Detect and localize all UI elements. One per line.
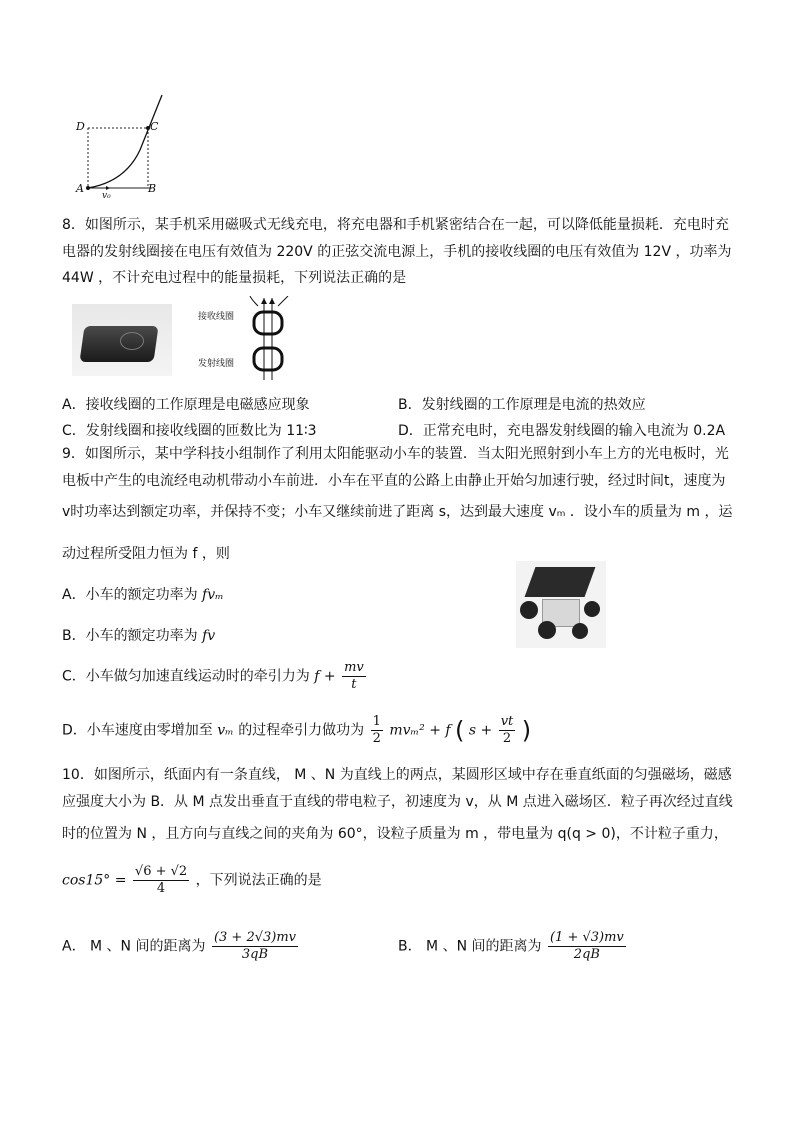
q9-option-a-math: fvₘ: [202, 587, 224, 603]
fraction-numerator: (1 + √3)mv: [549, 930, 624, 945]
q10-stem-line1: 10．如图所示，纸面内有一条直线， M 、N 为直线上的两点，某圆形区域中存在垂直纸面的匀强磁场，磁感: [62, 767, 732, 783]
q9-option-b[interactable]: [62, 625, 215, 647]
fraction-denominator: 2: [502, 731, 512, 746]
q8-option-d[interactable]: D．正常充电时，充电器发射线圈的输入电流为 0.2A: [398, 423, 726, 439]
q9-option-d-label: D．小车速度由零增加至: [62, 722, 213, 739]
q10-cos-post: ，下列说法正确的是: [195, 872, 322, 889]
q9-option-b-math: fv: [202, 628, 216, 644]
q8-option-b[interactable]: B．发射线圈的工作原理是电流的热效应: [398, 397, 646, 413]
fraction-numerator: mv: [344, 660, 364, 675]
fraction-denominator: 2qB: [573, 947, 600, 962]
point-label-a: A: [76, 182, 84, 195]
q10-option-b-fraction: [548, 930, 626, 963]
q9-option-d-mvm: mvₘ² + f: [389, 722, 451, 739]
q10-stem-line2: 应强度大小为 B．从 M 点发出垂直于直线的带电粒子，初速度为 v，从 M 点进入磁场区．粒子再次经过直线: [62, 794, 733, 810]
fraction-denominator: 3qB: [241, 947, 269, 962]
q10-option-a[interactable]: [62, 930, 300, 963]
q10-option-b-label: B． M 、N 间的距离为: [398, 938, 542, 955]
point-label-c: C: [150, 120, 159, 133]
q9-option-b-label: B．小车的额定功率为: [62, 628, 198, 644]
q10-cos-fraction: [133, 864, 189, 897]
fraction-denominator: t: [351, 677, 357, 692]
q8-stem-line3: 44W ，不计充电过程中的能量损耗，下列说法正确的是: [62, 270, 407, 286]
q9-option-c-label: C．小车做匀加速直线运动时的牵引力为: [62, 668, 310, 685]
coil-diagram: [244, 296, 300, 382]
q10-cos-line: [62, 864, 322, 897]
q9-option-d[interactable]: [62, 714, 531, 747]
velocity-graph-figure: [70, 90, 180, 200]
q10-option-b[interactable]: [398, 930, 628, 963]
q10-option-a-fraction: [212, 930, 298, 963]
q9-option-c[interactable]: [62, 660, 368, 693]
q9-stem-line1: 9．如图所示，某中学科技小组制作了利用太阳能驱动小车的装置．当太阳光照射到小车上方的光电板时，光: [62, 446, 729, 462]
open-paren: (: [455, 716, 465, 745]
fraction-numerator: 1: [372, 714, 381, 729]
wireless-charger-photo: [72, 304, 172, 376]
q9-option-d-vt-fraction: [499, 714, 516, 747]
q10-option-a-label: A． M 、N 间的距离为: [62, 938, 206, 955]
solar-car-photo: [516, 561, 606, 648]
q10-cos-pre: cos15° =: [62, 872, 127, 889]
fraction-numerator: √6 + √2: [134, 864, 188, 879]
q8-option-c[interactable]: C．发射线圈和接收线圈的匝数比为 11∶3: [62, 423, 317, 439]
q8-stem-line1: 8．如图所示，某手机采用磁吸式无线充电，将充电器和手机紧密结合在一起，可以降低能量损耗．充电时充: [62, 217, 729, 233]
fraction-numerator: vt: [500, 714, 514, 729]
q9-option-a-label: A．小车的额定功率为: [62, 587, 198, 603]
close-paren: ): [521, 716, 532, 745]
q9-stem-line2: 电板中产生的电流经电动机带动小车前进．小车在平直的公路上由静止开始匀加速行驶，经过时间t，速度为: [62, 473, 726, 489]
q8-option-a[interactable]: A．接收线圈的工作原理是电磁感应现象: [62, 397, 310, 413]
q9-option-a[interactable]: [62, 584, 224, 606]
q9-option-c-pre: f +: [314, 668, 336, 685]
point-label-b: B: [148, 182, 157, 195]
fraction-numerator: (3 + 2√3)mv: [213, 930, 297, 945]
q9-option-d-mid: 的过程牵引力做功为: [238, 722, 365, 739]
point-label-d: D: [76, 120, 85, 133]
q9-option-d-s: s +: [468, 722, 493, 739]
q9-stem-line4: 动过程所受阻力恒为 f ，则: [62, 546, 230, 562]
fraction-denominator: 4: [156, 881, 166, 896]
coil-label-transmitting: 发射线圈: [198, 359, 235, 369]
velocity-label-v0: v₀: [102, 191, 111, 201]
q9-option-c-fraction: [342, 660, 366, 693]
q8-stem-line2: 电器的发射线圈接在电压有效值为 220V 的正弦交流电源上，手机的接收线圈的电压有效值为 12V ，功率为: [62, 244, 732, 260]
coil-label-receiving: 接收线圈: [198, 312, 235, 322]
q9-option-d-vm: vₘ: [217, 722, 234, 739]
q9-option-d-half: [371, 714, 383, 747]
q10-stem-line3: 时的位置为 N ，且方向与直线之间的夹角为 60°，设粒子质量为 m ，带电量为 q(q > 0)，不计粒子重力，: [62, 826, 728, 842]
q9-stem-line3: v时功率达到额定功率，并保持不变；小车又继续前进了距离 s，达到最大速度 vₘ ．设小车的质量为 m ，运: [62, 504, 733, 520]
fraction-denominator: 2: [372, 731, 381, 746]
